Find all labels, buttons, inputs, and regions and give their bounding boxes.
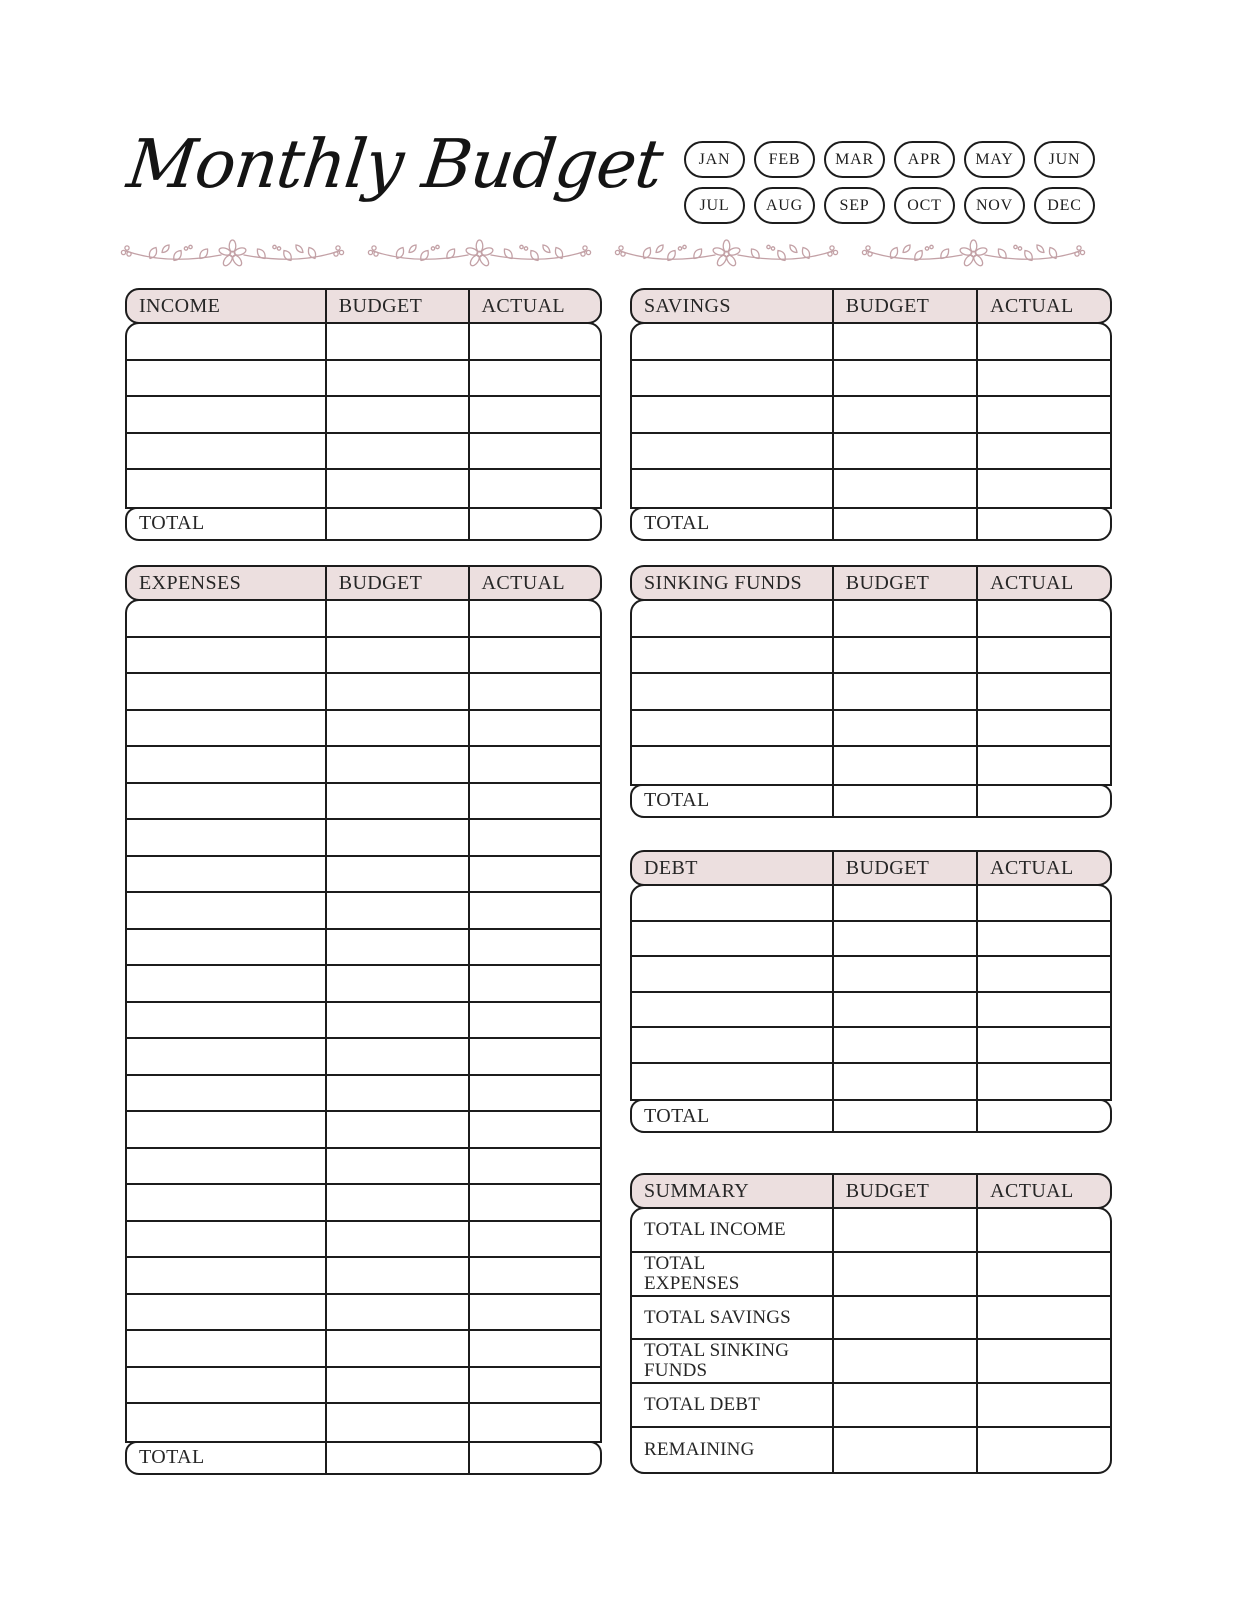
table-row — [632, 1209, 1110, 1253]
entry-cell-name[interactable] — [127, 1149, 325, 1184]
month-pill-sep[interactable]: SEP — [824, 187, 885, 224]
table-row — [127, 857, 600, 894]
expenses-column-header-actual: ACTUAL — [468, 567, 600, 599]
entry-cell-actual[interactable] — [976, 324, 1110, 359]
table-row — [632, 922, 1110, 958]
entry-cell-budget[interactable] — [325, 1404, 468, 1441]
entry-cell-actual[interactable] — [468, 893, 600, 928]
entry-cell-actual[interactable] — [468, 711, 600, 746]
entry-cell-actual[interactable] — [468, 784, 600, 819]
entry-cell-name[interactable] — [127, 966, 325, 1001]
table-row — [127, 711, 600, 748]
debt-column-header-actual: ACTUAL — [976, 852, 1110, 884]
floral-divider — [120, 239, 1086, 271]
entry-cell-actual[interactable] — [468, 820, 600, 855]
expenses-header-title: EXPENSES — [139, 571, 242, 594]
entry-cell-budget[interactable] — [832, 434, 976, 469]
table-row — [127, 674, 600, 711]
entry-cell-budget[interactable] — [832, 1297, 976, 1339]
table-row — [632, 397, 1110, 434]
month-pill-apr[interactable]: APR — [894, 141, 955, 178]
entry-cell-actual[interactable] — [468, 1149, 600, 1184]
table-row — [632, 434, 1110, 471]
entry-cell-name[interactable] — [632, 397, 832, 432]
table-row — [632, 993, 1110, 1029]
table-row — [127, 434, 600, 471]
entry-cell-actual[interactable] — [976, 601, 1110, 636]
sinking-funds-column-header-budget: BUDGET — [832, 567, 976, 599]
entry-cell-actual[interactable] — [976, 1428, 1110, 1472]
entry-cell-budget[interactable] — [832, 1384, 976, 1426]
expenses-header — [125, 565, 602, 601]
entry-cell-actual[interactable] — [976, 1340, 1110, 1382]
table-row — [632, 1297, 1110, 1341]
summary-header-title: SUMMARY — [644, 1179, 750, 1202]
entry-cell-budget[interactable] — [325, 966, 468, 1001]
entry-cell-budget[interactable] — [832, 1209, 976, 1251]
table-row — [127, 893, 600, 930]
entry-cell-actual[interactable] — [976, 993, 1110, 1027]
table-row — [632, 470, 1110, 507]
table-row — [127, 470, 600, 507]
entry-cell-budget[interactable] — [832, 674, 976, 709]
income-body — [125, 322, 602, 509]
table-row — [632, 957, 1110, 993]
entry-cell-name[interactable] — [127, 1039, 325, 1074]
summary-row-label: TOTAL DEBT — [644, 1394, 761, 1416]
entry-cell-actual[interactable] — [468, 601, 600, 636]
month-pill-oct[interactable]: OCT — [894, 187, 955, 224]
table-row — [632, 747, 1110, 784]
sinking-funds-total-row — [630, 784, 1112, 818]
total-cell-budget[interactable] — [325, 1443, 468, 1473]
entry-cell-name[interactable] — [127, 361, 325, 396]
table-row — [127, 638, 600, 675]
table-row — [127, 361, 600, 398]
entry-cell-actual[interactable] — [468, 747, 600, 782]
entry-cell-name[interactable] — [632, 711, 832, 746]
debt-body — [630, 884, 1112, 1101]
entry-cell-name[interactable] — [127, 1258, 325, 1293]
entry-cell-actual[interactable] — [976, 747, 1110, 784]
month-pill-aug[interactable]: AUG — [754, 187, 815, 224]
entry-cell-name[interactable] — [127, 711, 325, 746]
entry-cell-budget[interactable] — [325, 1003, 468, 1038]
entry-cell-name[interactable] — [632, 361, 832, 396]
table-row — [127, 397, 600, 434]
entry-cell-name[interactable] — [632, 1064, 832, 1100]
entry-cell-actual[interactable] — [468, 1368, 600, 1403]
sinking-funds-header — [630, 565, 1112, 601]
entry-cell-actual[interactable] — [468, 1222, 600, 1257]
entry-cell-budget[interactable] — [325, 857, 468, 892]
summary-header — [630, 1173, 1112, 1209]
entry-cell-budget[interactable] — [325, 1295, 468, 1330]
entry-cell-actual[interactable] — [976, 434, 1110, 469]
entry-cell-name[interactable] — [632, 601, 832, 636]
month-pill-dec[interactable]: DEC — [1034, 187, 1095, 224]
entry-cell-budget[interactable] — [325, 711, 468, 746]
summary-row-label: TOTAL SAVINGS — [644, 1306, 791, 1328]
entry-cell-budget[interactable] — [832, 922, 976, 956]
income-total-row — [125, 507, 602, 541]
entry-cell-budget[interactable] — [325, 1112, 468, 1147]
table-row — [632, 711, 1110, 748]
total-cell-actual[interactable] — [976, 1101, 1110, 1131]
entry-cell-actual[interactable] — [976, 361, 1110, 396]
entry-cell-actual[interactable] — [976, 397, 1110, 432]
table-row — [127, 1368, 600, 1405]
income-table — [125, 288, 602, 541]
summary-column-header-budget: BUDGET — [832, 1175, 976, 1207]
table-row — [127, 324, 600, 361]
table-row — [632, 324, 1110, 361]
summary-row-label: TOTAL EXPENSES — [644, 1252, 740, 1294]
month-pill-may[interactable]: MAY — [964, 141, 1025, 178]
entry-cell-actual[interactable] — [468, 1258, 600, 1293]
entry-cell-actual[interactable] — [976, 1064, 1110, 1100]
table-row — [632, 1340, 1110, 1384]
entry-cell-budget[interactable] — [325, 1039, 468, 1074]
table-row — [632, 638, 1110, 675]
entry-cell-name[interactable] — [127, 930, 325, 965]
income-column-header-actual: ACTUAL — [468, 290, 600, 322]
entry-cell-name[interactable] — [127, 1003, 325, 1038]
table-row — [632, 1064, 1110, 1100]
income-column-header-budget: BUDGET — [325, 290, 468, 322]
expenses-table — [125, 565, 602, 1475]
entry-cell-budget[interactable] — [325, 470, 468, 507]
entry-cell-budget[interactable] — [832, 601, 976, 636]
month-pill-feb[interactable]: FEB — [754, 141, 815, 178]
entry-cell-name[interactable] — [632, 747, 832, 784]
entry-cell-budget[interactable] — [325, 1076, 468, 1111]
table-row — [127, 1149, 600, 1186]
month-pill-nov[interactable]: NOV — [964, 187, 1025, 224]
entry-cell-name[interactable] — [127, 434, 325, 469]
entry-cell-actual[interactable] — [468, 1039, 600, 1074]
page-title: Monthly Budget — [123, 125, 667, 203]
entry-cell-budget[interactable] — [832, 1428, 976, 1472]
month-pill-jul[interactable]: JUL — [684, 187, 745, 224]
entry-cell-name[interactable] — [127, 674, 325, 709]
entry-cell-name[interactable] — [127, 893, 325, 928]
expenses-total-row — [125, 1441, 602, 1475]
entry-cell-name[interactable] — [632, 886, 832, 920]
debt-table — [630, 850, 1112, 1133]
entry-cell-budget[interactable] — [832, 711, 976, 746]
entry-cell-budget[interactable] — [325, 601, 468, 636]
entry-cell-budget[interactable] — [832, 361, 976, 396]
entry-cell-actual[interactable] — [468, 470, 600, 507]
table-row — [127, 747, 600, 784]
month-selector — [684, 141, 1095, 233]
total-row-label: TOTAL — [644, 512, 710, 534]
entry-cell-budget[interactable] — [325, 638, 468, 673]
entry-cell-name[interactable] — [127, 1112, 325, 1147]
savings-column-header-actual: ACTUAL — [976, 290, 1110, 322]
entry-cell-actual[interactable] — [976, 638, 1110, 673]
sinking-funds-header-title: SINKING FUNDS — [644, 571, 802, 594]
table-row — [632, 1028, 1110, 1064]
total-row-label: TOTAL — [644, 1104, 710, 1127]
entry-cell-budget[interactable] — [325, 784, 468, 819]
table-row — [632, 601, 1110, 638]
summary-row-label: REMAINING — [644, 1438, 755, 1460]
debt-column-header-budget: BUDGET — [832, 852, 976, 884]
total-cell-budget[interactable] — [832, 786, 976, 816]
entry-cell-name[interactable] — [632, 957, 832, 991]
entry-cell-actual[interactable] — [468, 1112, 600, 1147]
entry-cell-actual[interactable] — [976, 1028, 1110, 1062]
entry-cell-name[interactable] — [632, 324, 832, 359]
debt-total-row — [630, 1099, 1112, 1133]
table-row — [127, 1222, 600, 1259]
entry-cell-name[interactable] — [127, 820, 325, 855]
total-cell-budget[interactable] — [325, 509, 468, 539]
table-row — [127, 1185, 600, 1222]
entry-cell-name[interactable] — [632, 470, 832, 507]
savings-body — [630, 322, 1112, 509]
sinking-funds-body — [630, 599, 1112, 786]
table-row — [127, 1039, 600, 1076]
floral-vine-icon — [614, 239, 839, 269]
entry-cell-name[interactable] — [127, 1368, 325, 1403]
entry-cell-budget[interactable] — [832, 747, 976, 784]
entry-cell-name[interactable] — [127, 1295, 325, 1330]
entry-cell-actual[interactable] — [468, 966, 600, 1001]
savings-total-row — [630, 507, 1112, 541]
entry-cell-actual[interactable] — [468, 397, 600, 432]
table-row — [632, 361, 1110, 398]
entry-cell-name[interactable] — [632, 638, 832, 673]
total-row-label: TOTAL — [644, 789, 710, 811]
entry-cell-budget[interactable] — [832, 886, 976, 920]
entry-cell-actual[interactable] — [468, 1185, 600, 1220]
entry-cell-budget[interactable] — [325, 1331, 468, 1366]
income-header-title: INCOME — [139, 294, 221, 317]
month-row-bottom — [684, 187, 1095, 224]
entry-cell-budget[interactable] — [325, 930, 468, 965]
table-row — [127, 601, 600, 638]
entry-cell-name[interactable] — [127, 470, 325, 507]
entry-cell-budget[interactable] — [325, 434, 468, 469]
entry-cell-name[interactable] — [127, 857, 325, 892]
entry-cell-actual[interactable] — [468, 638, 600, 673]
entry-cell-budget[interactable] — [325, 1149, 468, 1184]
entry-cell-actual[interactable] — [468, 324, 600, 359]
entry-cell-actual[interactable] — [976, 886, 1110, 920]
table-row — [127, 1076, 600, 1113]
entry-cell-budget[interactable] — [832, 957, 976, 991]
savings-column-header-budget: BUDGET — [832, 290, 976, 322]
summary-column-header-actual: ACTUAL — [976, 1175, 1110, 1207]
table-row — [632, 674, 1110, 711]
entry-cell-actual[interactable] — [468, 930, 600, 965]
entry-cell-name[interactable] — [632, 434, 832, 469]
table-row — [632, 1253, 1110, 1297]
entry-cell-name[interactable] — [127, 1076, 325, 1111]
entry-cell-budget[interactable] — [832, 1064, 976, 1100]
income-header — [125, 288, 602, 324]
entry-cell-name[interactable] — [127, 1222, 325, 1257]
floral-vine-icon — [861, 239, 1086, 269]
entry-cell-budget[interactable] — [832, 470, 976, 507]
table-row — [127, 820, 600, 857]
total-row-label: TOTAL — [139, 512, 205, 534]
month-pill-mar[interactable]: MAR — [824, 141, 885, 178]
floral-vine-icon — [367, 239, 592, 269]
month-pill-jan[interactable]: JAN — [684, 141, 745, 178]
table-row — [127, 1404, 600, 1441]
entry-cell-budget[interactable] — [832, 324, 976, 359]
total-cell-actual[interactable] — [468, 1443, 600, 1473]
entry-cell-budget[interactable] — [325, 747, 468, 782]
total-cell-actual[interactable] — [976, 509, 1110, 539]
entry-cell-name[interactable] — [632, 1028, 832, 1062]
table-row — [127, 930, 600, 967]
entry-cell-budget[interactable] — [325, 1222, 468, 1257]
table-row — [632, 1384, 1110, 1428]
expenses-column-header-budget: BUDGET — [325, 567, 468, 599]
summary-body — [630, 1207, 1112, 1474]
total-cell-actual[interactable] — [468, 509, 600, 539]
total-cell-actual[interactable] — [976, 786, 1110, 816]
total-cell-budget[interactable] — [832, 509, 976, 539]
entry-cell-name[interactable] — [127, 784, 325, 819]
month-row-top — [684, 141, 1095, 178]
entry-cell-actual[interactable] — [976, 674, 1110, 709]
entry-cell-actual[interactable] — [468, 1295, 600, 1330]
entry-cell-actual[interactable] — [468, 1404, 600, 1441]
entry-cell-name[interactable] — [127, 1404, 325, 1441]
entry-cell-name[interactable] — [127, 601, 325, 636]
total-row-label: TOTAL — [139, 1446, 205, 1468]
entry-cell-budget[interactable] — [325, 1258, 468, 1293]
entry-cell-budget[interactable] — [832, 397, 976, 432]
entry-cell-budget[interactable] — [832, 993, 976, 1027]
summary-table — [630, 1173, 1112, 1474]
entry-cell-name[interactable] — [127, 1331, 325, 1366]
table-row — [127, 1112, 600, 1149]
sinking-funds-column-header-actual: ACTUAL — [976, 567, 1110, 599]
entry-cell-name[interactable] — [127, 638, 325, 673]
table-row — [632, 1428, 1110, 1472]
floral-vine-icon — [120, 239, 345, 269]
entry-cell-budget[interactable] — [325, 397, 468, 432]
entry-cell-name[interactable] — [127, 747, 325, 782]
entry-cell-actual[interactable] — [976, 711, 1110, 746]
entry-cell-budget[interactable] — [325, 820, 468, 855]
savings-table — [630, 288, 1112, 541]
entry-cell-name[interactable] — [127, 397, 325, 432]
entry-cell-actual[interactable] — [976, 922, 1110, 956]
entry-cell-name[interactable] — [127, 1185, 325, 1220]
entry-cell-budget[interactable] — [325, 324, 468, 359]
entry-cell-actual[interactable] — [468, 1331, 600, 1366]
entry-cell-actual[interactable] — [976, 1297, 1110, 1339]
entry-cell-actual[interactable] — [468, 361, 600, 396]
entry-cell-actual[interactable] — [468, 1003, 600, 1038]
entry-cell-actual[interactable] — [468, 674, 600, 709]
table-row — [632, 886, 1110, 922]
total-cell-budget[interactable] — [832, 1101, 976, 1131]
entry-cell-actual[interactable] — [976, 470, 1110, 507]
entry-cell-budget[interactable] — [325, 1368, 468, 1403]
entry-cell-name[interactable] — [632, 922, 832, 956]
summary-row-label: TOTAL SINKING FUNDS — [644, 1340, 790, 1382]
table-row — [127, 1295, 600, 1332]
table-row — [127, 784, 600, 821]
month-pill-jun[interactable]: JUN — [1034, 141, 1095, 178]
entry-cell-budget[interactable] — [832, 1028, 976, 1062]
sinking-funds-table — [630, 565, 1112, 818]
savings-header-title: SAVINGS — [644, 294, 731, 317]
entry-cell-name[interactable] — [127, 324, 325, 359]
entry-cell-name[interactable] — [632, 674, 832, 709]
entry-cell-budget[interactable] — [832, 638, 976, 673]
table-row — [127, 1258, 600, 1295]
debt-header-title: DEBT — [644, 856, 698, 879]
entry-cell-actual[interactable] — [976, 1384, 1110, 1426]
entry-cell-budget[interactable] — [325, 893, 468, 928]
entry-cell-budget[interactable] — [325, 1185, 468, 1220]
entry-cell-budget[interactable] — [325, 674, 468, 709]
table-row — [127, 966, 600, 1003]
table-row — [127, 1331, 600, 1368]
savings-header — [630, 288, 1112, 324]
entry-cell-budget[interactable] — [832, 1340, 976, 1382]
expenses-body — [125, 599, 602, 1443]
entry-cell-budget[interactable] — [325, 361, 468, 396]
summary-row-label: TOTAL INCOME — [644, 1218, 786, 1240]
entry-cell-budget[interactable] — [832, 1253, 976, 1295]
entry-cell-name[interactable] — [632, 993, 832, 1027]
entry-cell-actual[interactable] — [976, 957, 1110, 991]
entry-cell-actual[interactable] — [976, 1209, 1110, 1251]
entry-cell-actual[interactable] — [468, 857, 600, 892]
debt-header — [630, 850, 1112, 886]
table-row — [127, 1003, 600, 1040]
entry-cell-actual[interactable] — [468, 434, 600, 469]
entry-cell-actual[interactable] — [468, 1076, 600, 1111]
entry-cell-actual[interactable] — [976, 1253, 1110, 1295]
